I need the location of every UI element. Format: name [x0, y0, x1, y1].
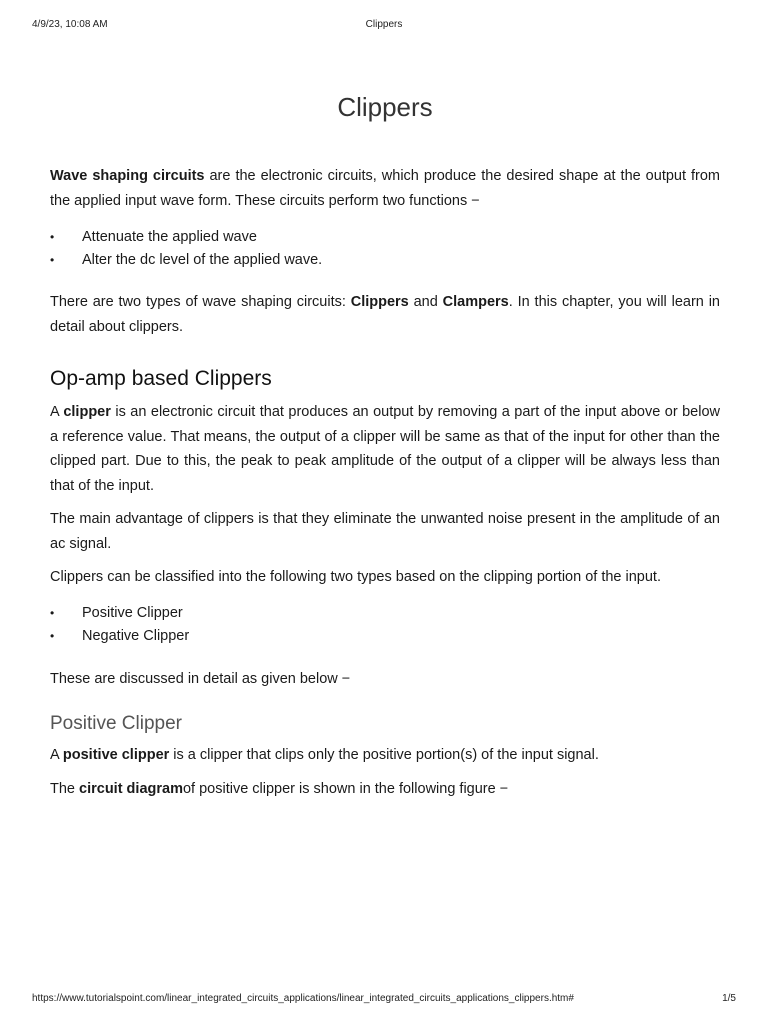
clipper-types-list: [50, 602, 720, 648]
positive-definition-paragraph: [50, 743, 720, 768]
print-header: [0, 19, 768, 33]
subsection-heading: Positive Clipper: [50, 713, 182, 734]
types-bold-clippers: Clippers: [350, 294, 409, 310]
advantage-paragraph: The main advantage of clippers is that they eliminate the unwanted noise present in the amplitude of an ac signal.: [50, 511, 720, 552]
print-footer: [0, 993, 768, 1007]
list-item: • Alter the dc level of the applied wave.: [82, 249, 720, 272]
circuit-paragraph: [50, 777, 720, 802]
types-paragraph: [50, 290, 720, 339]
list-item: • Negative Clipper: [82, 625, 720, 648]
intro-paragraph: [50, 164, 720, 213]
circuit-text-1: The: [50, 780, 80, 797]
print-url: https://www.tutorialspoint.com/linear_integrated_circuits_applications/linear_integrated_circuits_applications_clippers.htm#: [32, 993, 574, 1004]
article-title: Clippers: [337, 92, 433, 122]
positive-def-bold: positive clipper: [62, 747, 170, 763]
clipper-def-bold: clipper: [63, 404, 111, 420]
clipper-def-text-1: A: [50, 404, 64, 420]
circuit-text-2: of positive clipper is shown in the following figure −: [182, 780, 509, 797]
page-number: 1/5: [722, 993, 736, 1004]
types-text-1: There are two types of wave shaping circuits:: [50, 294, 351, 310]
print-page-title: Clippers: [365, 19, 403, 30]
print-datetime: 4/9/23, 10:08 AM: [32, 19, 108, 30]
article: [50, 88, 720, 810]
classified-paragraph: Clippers can be classified into the following two types based on the clipping portion of the input.: [50, 569, 661, 585]
discussed-paragraph: These are discussed in detail as given below −: [50, 670, 351, 687]
positive-def-text-2: is a clipper that clips only the positive portion(s) of the input signal.: [169, 747, 599, 763]
types-text-3: . In this chapter, you will learn in detail about clippers.: [50, 294, 720, 335]
list-item: • Attenuate the applied wave: [82, 226, 720, 249]
clipper-definition-paragraph: [50, 400, 720, 498]
types-text-2: and: [408, 294, 443, 310]
circuit-bold: circuit diagram: [79, 780, 183, 797]
functions-list: [50, 226, 720, 272]
clipper-def-text-2: is an electronic circuit that produces an output by removing a part of the input above or below a reference value. That means, the output of a clipper will be same as that of the input for other than the clipped part. Due to this, the peak to peak amplitude of the output of a clipper will be always less than that of the input.: [50, 404, 720, 494]
positive-def-text-1: A: [50, 747, 63, 763]
list-item: • Positive Clipper: [82, 602, 720, 625]
intro-bold-term: Wave shaping circuits: [50, 168, 205, 184]
types-bold-clampers: Clampers: [442, 294, 509, 310]
section-heading: Op-amp based Clippers: [50, 367, 272, 390]
intro-text: are the electronic circuits, which produce the desired shape at the output from the applied input wave form. These circuits perform two functions −: [50, 168, 720, 209]
